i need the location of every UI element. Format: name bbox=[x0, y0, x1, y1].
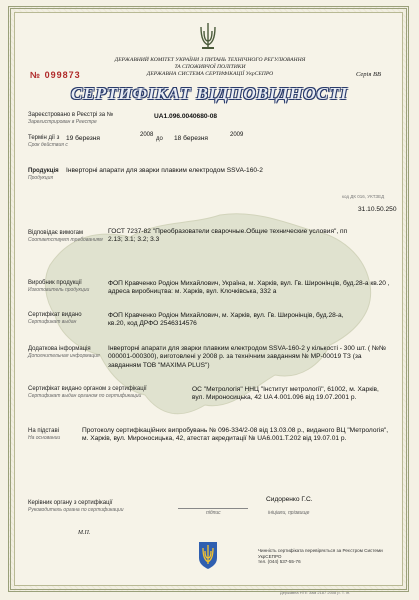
certificate-number-block bbox=[30, 70, 81, 80]
issued-to-value: ФОП Кравченко Родіон Михайлович, м. Харків, вул. Гв. Широнінців, буд.28-а, кв.20, код ДРФО 2546314576 bbox=[108, 312, 344, 328]
requirements-row bbox=[28, 230, 393, 244]
certification-body-value: ОС "Метрологія" ННЦ "Інститут метрології", 61002, м. Харків, вул. Мироносицька, 42 UA 4.001.096 від 19.07.2001 р. bbox=[192, 386, 379, 402]
name-caption: ініціали, прізвище bbox=[268, 510, 310, 516]
registry-label-ru: Зарегистрирован в Реестре bbox=[28, 119, 97, 125]
ukraine-map-watermark bbox=[30, 175, 390, 445]
basis-label: На підставі bbox=[28, 428, 59, 434]
signature-line bbox=[178, 498, 248, 509]
valid-from-year: 2008 bbox=[140, 132, 154, 138]
manufacturer-label-ru: Изготовитель продукции bbox=[28, 287, 90, 293]
additional-info-row bbox=[28, 345, 393, 369]
valid-to-word: до bbox=[156, 136, 163, 142]
issued-to-label: Сертифікат видано bbox=[28, 312, 82, 318]
manufacturer-label: Виробник продукції bbox=[28, 280, 82, 286]
basis-row bbox=[28, 428, 393, 442]
page-title: СЕРТИФІКАТ ВІДПОВІДНОСТІ bbox=[70, 84, 349, 103]
additional-info-label: Додаткова інформація bbox=[28, 346, 91, 352]
issued-to-label-ru: Сертификат выдан bbox=[28, 319, 77, 325]
seal-label: М.П. bbox=[78, 530, 91, 536]
trident-emblem-icon bbox=[197, 21, 219, 51]
basis-label-ru: На основании bbox=[28, 435, 61, 441]
additional-info-label-ru: Дополнительная информация bbox=[28, 353, 100, 359]
product-value: Інверторні апарати для зварки плавким електродом SSVA-160-2 bbox=[66, 167, 263, 174]
signature-label-ru: Руководитель органа по сертификации bbox=[28, 507, 124, 513]
registry-row bbox=[28, 112, 393, 126]
certification-body-row bbox=[28, 386, 393, 400]
requirements-value: ГОСТ 7237-82 "Преобразователи сварочные.Общие технические условия", пп 2.13; 3.1; 3.2; 3.3 bbox=[108, 228, 348, 244]
product-code: 31.10.50.250 bbox=[358, 206, 397, 213]
valid-to-day: 18 березня bbox=[174, 135, 208, 142]
signature-row bbox=[28, 496, 393, 536]
signature-caption: підпис bbox=[206, 510, 221, 516]
valid-from-day: 19 березня bbox=[66, 135, 100, 142]
basis-value: Протоколу сертифікаційних випробувань № 096-334/2-08 від 13.03.08 р., виданого ВЦ "Метрологія", м. Харків, вул. Мироносицька, 42, атестат акредитації № UA6.001.Т.202 від 19.07.01 р. bbox=[82, 427, 389, 443]
validity-label-ru: Срок действия с bbox=[28, 142, 68, 148]
authority-line-3: ДЕРЖАВНА СИСТЕМА СЕРТИФІКАЦІЇ УкрСЕПРО bbox=[146, 70, 274, 77]
footer-note: Чинність сертифіката перевіряється за Реєстром Системи УкрСЕПРО bbox=[258, 548, 383, 559]
registry-number: UA1.096.0040680-08 bbox=[154, 113, 218, 120]
requirements-label: Відповідає вимогам bbox=[28, 230, 84, 236]
valid-to-year: 2009 bbox=[230, 132, 244, 138]
additional-info-value: Інверторні апарати для зварки плавким електродом SSVA-160-2 у кількості - 300 шт. ( №№ 000001-000300), виготовлені у 2008 р. за технічним завданням № МР-00019 ТЗ (за завданням ТОВ "MAXIMA PLUS") bbox=[108, 345, 387, 369]
certification-body-label: Сертифікат видано органом з сертифікації bbox=[28, 386, 147, 392]
certificate-number: 099873 bbox=[44, 70, 81, 80]
footer-phone: тел. (044) 537-55-76 bbox=[258, 559, 301, 565]
certification-body-label-ru: Сертификат выдан органом по сертификации bbox=[28, 393, 142, 399]
authority-line-1: ДЕРЖАВНИЙ КОМІТЕТ УКРАЇНИ З ПИТАНЬ ТЕХНІЧНОГО РЕГУЛЮВАННЯ bbox=[114, 57, 306, 63]
validity-row bbox=[28, 132, 393, 149]
footer-note-block bbox=[258, 548, 386, 565]
number-prefix: № bbox=[30, 70, 42, 80]
manufacturer-row bbox=[28, 280, 393, 294]
series: Серія ВВ bbox=[356, 71, 381, 78]
product-label: Продукція bbox=[28, 168, 59, 174]
requirements-label-ru: Соответствует требованиям bbox=[28, 237, 103, 243]
authority-line-2: ТА СПОЖИВЧОЇ ПОЛІТИКИ bbox=[174, 63, 246, 70]
ukraine-coat-of-arms-icon bbox=[196, 540, 220, 570]
issued-to-row bbox=[28, 312, 393, 326]
product-code-label: код ДК 016, УКТЗЕД bbox=[342, 194, 385, 199]
signatory-name: Сидоренко Г.С. bbox=[266, 496, 313, 503]
print-info: Державна НТЕ Зам 2187 2008 р. Т. ін. bbox=[280, 590, 351, 595]
signature-label: Керівник органу з сертифікації bbox=[28, 500, 113, 506]
validity-label: Термін дії з bbox=[28, 135, 60, 141]
product-row bbox=[28, 167, 397, 213]
product-label-ru: Продукция bbox=[28, 175, 54, 181]
registry-label: Зареєстровано в Реєстрі за № bbox=[28, 112, 114, 118]
issuing-authority bbox=[100, 57, 320, 77]
manufacturer-value: ФОП Кравченко Родіон Михайлович, Україна, м. Харків, вул. Гв. Широнінців, буд.28-а кв.20 , адреса виробництва: м. Харків, вул. Клочківська, 332 а bbox=[108, 280, 390, 296]
